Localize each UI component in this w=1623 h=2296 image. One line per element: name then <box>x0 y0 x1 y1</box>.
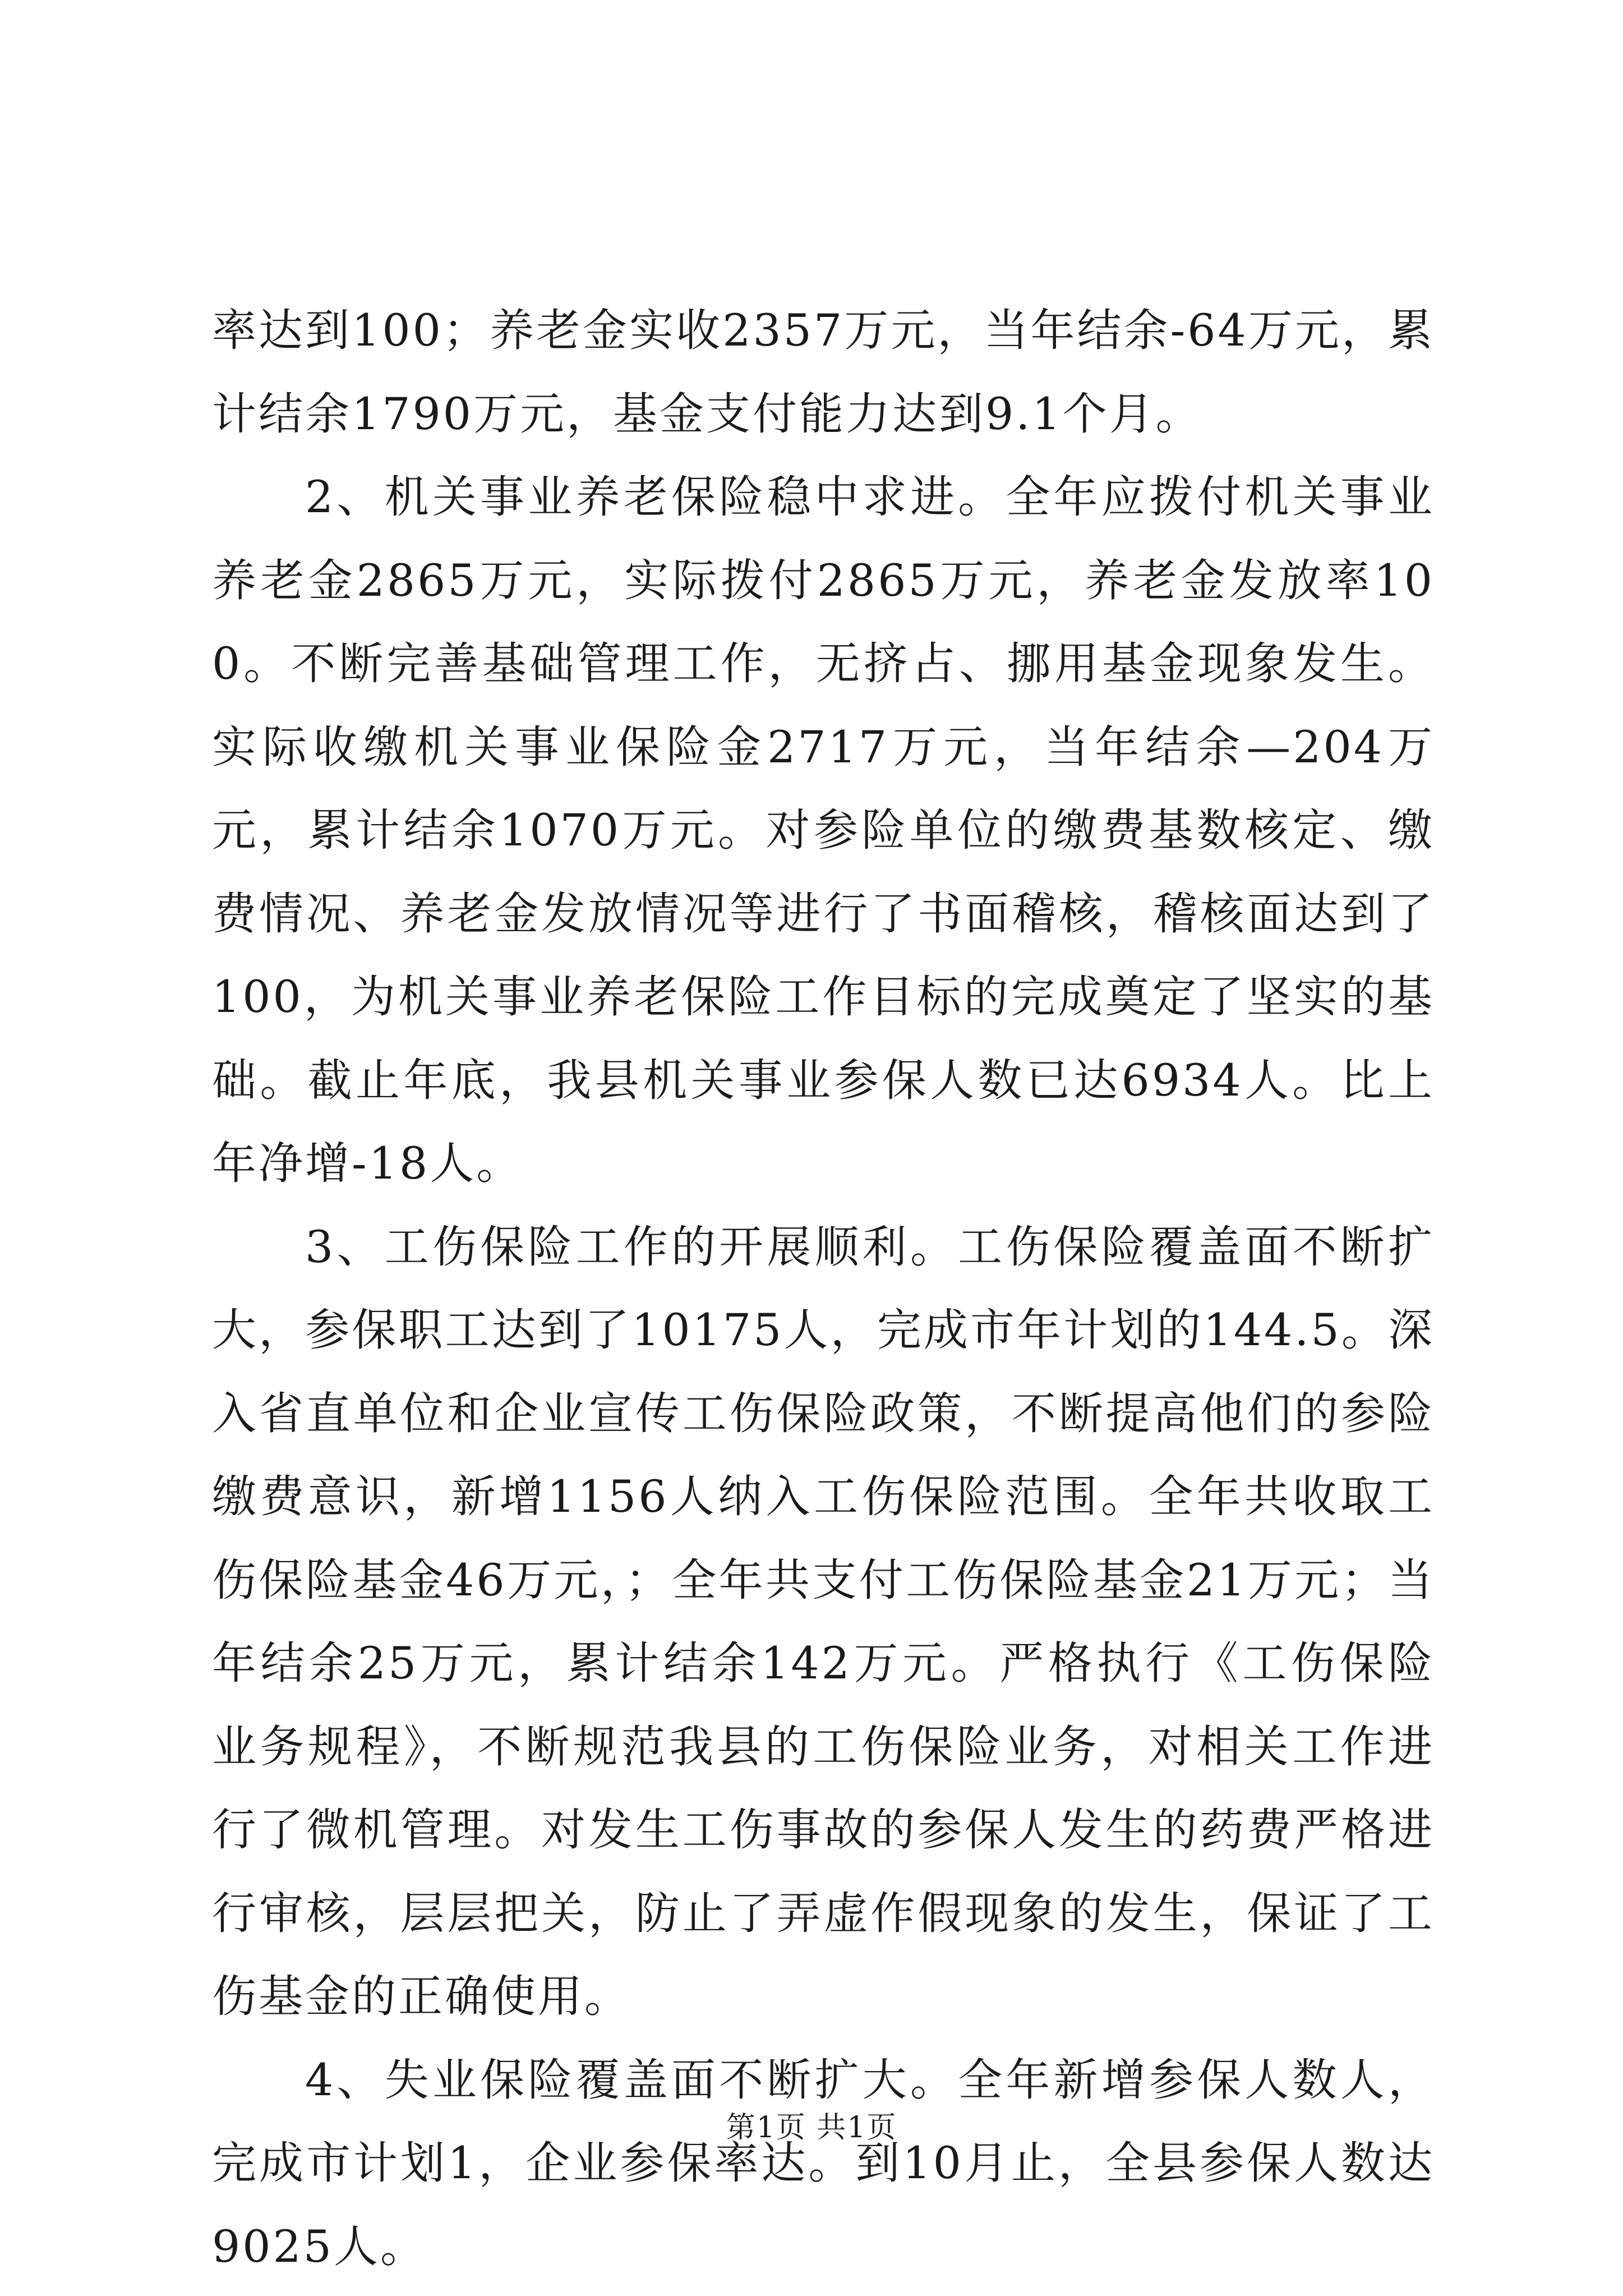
document-body <box>212 289 1435 2288</box>
paragraph-1: 率达到100；养老金实收2357万元，当年结余-64万元，累计结余1790万元，基金支付能力达到9.1个月。 <box>212 305 1435 440</box>
paragraph-2: 2、机关事业养老保险稳中求进。全年应拨付机关事业养老金2865万元，实际拨付2865万元，养老金发放率100。不断完善基础管理工作，无挤占、挪用基金现象发生。实际收缴机关事业保险金2717万元，当年结余—204万元，累计结余1070万元。对参险单位的缴费基数核定、缴费情况、养老金发放情况等进行了书面稽核，稽核面达到了100，为机关事业养老保险工作目标的完成奠定了坚实的基础。截止年底，我县机关事业参保人数已达6934人。比上年净增-18人。 <box>212 471 1435 1189</box>
page-footer: 第1页 共1页 <box>726 2111 897 2145</box>
paragraph-4: 4、失业保险覆盖面不断扩大。全年新增参保人数人，完成市计划1，企业参保率达。到10月止，全县参保人数达9025人。 <box>212 2054 1435 2272</box>
paragraph-3: 3、工伤保险工作的开展顺利。工伤保险覆盖面不断扩大，参保职工达到了10175人，完成市年计划的144.5。深入省直单位和企业宣传工伤保险政策，不断提高他们的参险缴费意识，新增1156人纳入工伤保险范围。全年共收取工伤保险基金46万元，；全年共支付工伤保险基金21万元；当年结余25万元，累计结余142万元。严格执行《工伤保险业务规程》，不断规范我县的工伤保险业务，对相关工作进行了微机管理。对发生工伤事故的参保人发生的药费严格进行审核，层层把关，防止了弄虚作假现象的发生，保证了工伤基金的正确使用。 <box>212 1221 1435 2022</box>
